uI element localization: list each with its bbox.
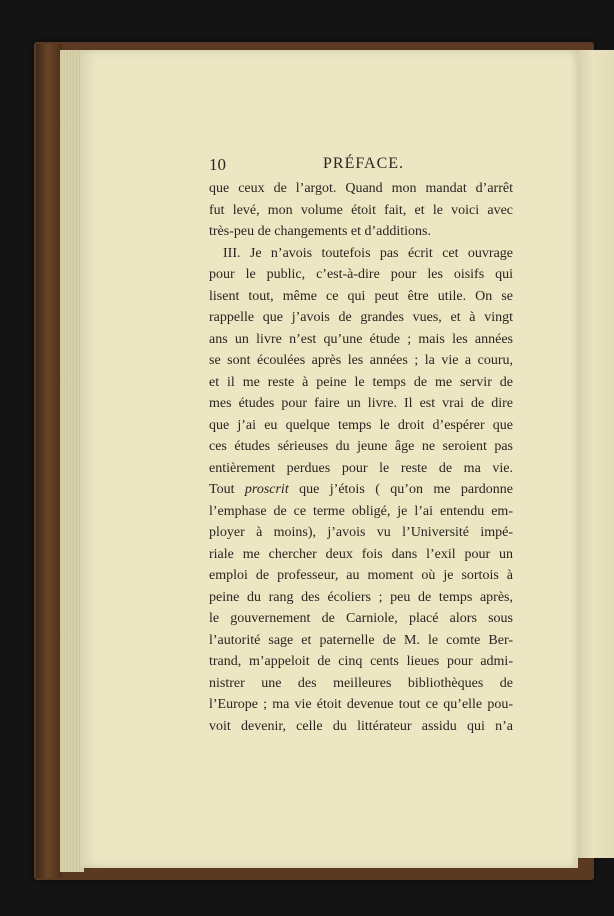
text-line: l’Europe ; ma vie étoit devenue tout ce qu’elle pou- — [209, 697, 513, 712]
text-line: l’autorité sage et paternelle de M. le comte Ber- — [209, 632, 513, 648]
facing-page-edge — [578, 50, 614, 858]
text-line: et il me reste à peine le temps de me servir de — [209, 374, 513, 390]
text-line: peine du rang des écoliers ; peu de temps après, — [209, 589, 513, 605]
text-line: ployer à moins), j’avois vu l’Université impé- — [209, 525, 513, 540]
text-line: rappelle que j’avois de grandes vues, et à vingt — [209, 310, 513, 325]
text-line: pour le public, c’est-à-dire pour les oisifs qui — [209, 267, 513, 282]
text-line: entièrement perdues pour le reste de ma vie. — [209, 460, 513, 476]
text-line: fut levé, mon volume étoit fait, et le voici avec — [209, 202, 513, 218]
text-line: lisent tout, même ce qui peut être utile. On se — [209, 288, 513, 304]
text-line: l’emphase de ce terme obligé, je l’ai entendu em- — [209, 503, 513, 519]
body-text — [209, 178, 513, 737]
page-header — [209, 155, 513, 177]
running-title: PRÉFACE. — [323, 155, 405, 172]
text-line: mes études pour faire un livre. Il est vrai de dire — [209, 396, 513, 411]
text-line: nistrer une des meilleures bibliothèques de — [209, 675, 513, 691]
text-line: le gouvernement de Carniole, placé alors sous — [209, 611, 513, 626]
text-line: riale me chercher deux fois dans l’exil pour un — [209, 546, 513, 562]
text-line: voit devenir, celle du littérateur assidu qui n’a — [209, 718, 513, 734]
paragraph-start-line: III. Je n’avois toutefois pas écrit cet ouvrage — [223, 245, 513, 261]
text-fragment: que j’étois ( qu’on me pardonne — [288, 482, 513, 497]
text-line: très-peu de changements et d’additions. — [209, 224, 431, 239]
italic-word: proscrit — [244, 482, 289, 497]
text-line: que ceux de l’argot. Quand mon mandat d’arrêt — [209, 181, 513, 196]
text-line: que j’ai eu quelque temps le droit d’espérer que — [209, 417, 513, 433]
text-fragment: Tout — [209, 482, 245, 497]
text-line: se sont écoulées après les années ; la vie a couru, — [209, 353, 513, 368]
text-line: ces études sérieuses du jeune âge ne seroient pas — [209, 439, 513, 454]
text-line: ans un livre n’est qu’une étude ; mais les années — [209, 331, 513, 347]
page-number: 10 — [209, 155, 226, 174]
text-line: emploi de professeur, au moment où je sortois à — [209, 568, 513, 583]
text-line: trand, m’appeloit de cinq cents lieues pour admi- — [209, 654, 513, 669]
text-line-with-italic — [209, 479, 513, 501]
cover-spine-edge — [36, 44, 62, 878]
